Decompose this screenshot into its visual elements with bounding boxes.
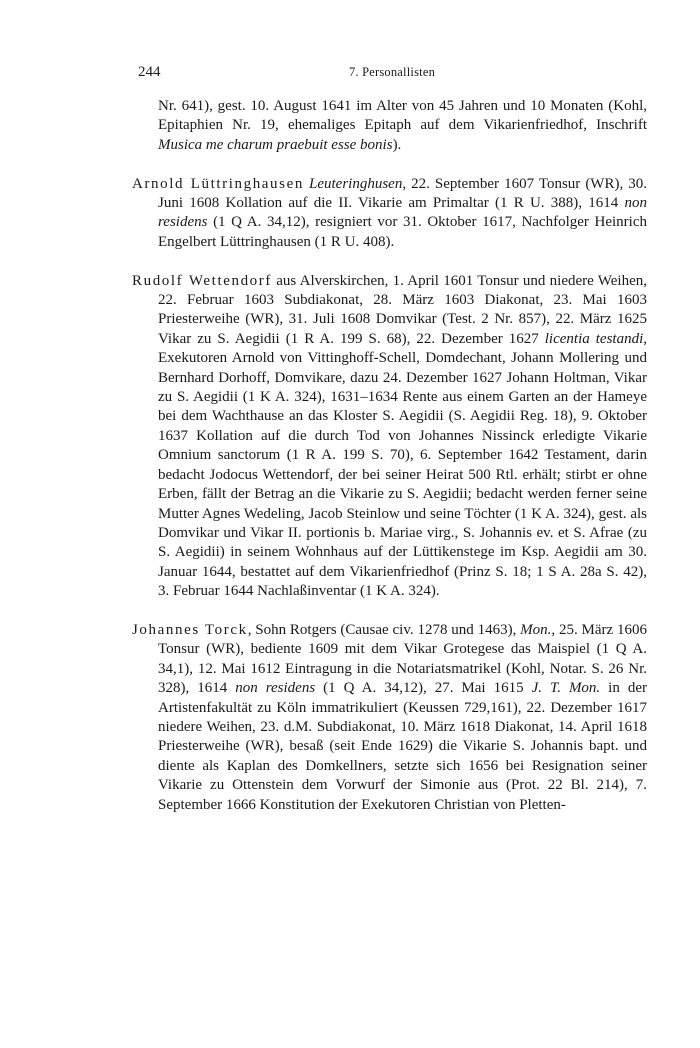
text-segment: (1 Q A. 34,12), 27. Mai 1615 — [315, 680, 532, 697]
entry-arnold-luettringhausen — [132, 175, 647, 253]
entry-continuation — [132, 97, 647, 155]
running-head — [138, 64, 646, 84]
text-segment: , 22. September 1607 Tonsur (WR), 30. Juni 1608 Kollation auf die II. Vikarie am Primaltar (1 R U. 388), 1614 — [158, 175, 648, 212]
italic-text: licentia testandi — [544, 330, 644, 347]
entry-rudolf-wettendorf — [132, 272, 647, 602]
page-number: 244 — [138, 64, 161, 80]
person-name: Johannes Torck — [132, 621, 248, 638]
text-segment: in der Artistenfakultät zu Köln immatrikuliert (Keussen 729,161), 22. Dezember 1617 niedere Weihen, 23. d.M. Subdiakonat, 10. März 1618 Diakonat, 14. April 1618 Priesterweihe (WR), besaß (seit Ende 1629) die Vikarie S. Johannis bapt. und diente als Kaplan des Domkellners, setzte sich 1656 bei Resignation seiner Vikarie zu Ottenstein dem Vorwurf der Simonie aus (Prot. 22 Bl. 214), 7. September 1666 Konstitution der Exekutoren Christian von Pletten- — [158, 680, 647, 813]
text-segment: , Sohn Rotgers (Causae civ. 1278 und 1463), — [247, 621, 521, 638]
italic-text: J. T. Mon. — [531, 680, 601, 697]
text-segment: , 25. März 1606 Tonsur (WR), bediente 1609 mit dem Vikar Grotegese das Maispiel (1 Q A. 34,1), 12. Mai 1612 Eintragung in die Notariatsmatrikel (Kohl, Notar. S. 26 Nr. 328), 1614 — [158, 621, 647, 697]
body-text — [132, 97, 647, 834]
text-segment: Nr. 641), gest. 10. August 1641 im Alter von 45 Jahren und 10 Monaten (Kohl, Epitaphien Nr. 19, ehemaliges Epitaph auf dem Vikarienfriedhof, Inschrift — [158, 98, 647, 134]
entry-johannes-torck — [132, 621, 647, 815]
text-segment: , Exekutoren Arnold von Vittinghoff-Schell, Domdechant, Johann Mollering und Bernhard Dorhoff, Domvikare, dazu 24. Dezember 1627 Johann Holtman, Vikar zu S. Aegidii (1 K A. 324), 1631–1634 Rente aus einem Garten an der Hameye bei dem Wachthause an das Kloster S. Aegidii (S. Aegidii Reg. 18), 9. Oktober 1637 Kollation auf die durch Tod von Johannes Nissinck erledigte Vikarie Omnium sanctorum (1 R A. 199 S. 70), 6. September 1642 Testament, darin bedacht Jodocus Wettendorf, der bei seiner Heirat 500 Rtl. erhält; stirbt er ohne Erben, fällt der Betrag an die Vikarie zu S. Aegidii; bedacht werden ferner seine Mutter Agnes Wedeling, Jacob Steinlow und seine Töchter (1 K A. 324), gest. als Domvikar und Vikar II. portionis b. Mariae virg., S. Johannis ev. et S. Afrae (zu S. Aegidii) in seinem Wohnhaus auf der Lüttikenstege im Ksp. Aegidii am 30. Januar 1644, bestattet auf dem Vikarienfriedhof (Prinz S. 18; 1 S A. 28a S. 42), 3. Februar 1644 Nachlaßinventar (1 K A. 324). — [158, 330, 648, 600]
italic-text: Mon. — [520, 621, 552, 638]
section-title: 7. Personallisten — [348, 65, 436, 79]
person-name: Rudolf Wettendorf — [132, 272, 272, 289]
italic-text: Musica me charum praebuit esse bonis — [158, 136, 393, 153]
italic-text: Leuteringhusen — [309, 175, 403, 192]
text-segment: ). — [392, 136, 402, 153]
person-name: Arnold Lüttringhausen — [132, 175, 304, 192]
text-segment: (1 Q A. 34,12), resigniert vor 31. Oktober 1617, Nachfolger Heinrich Engelbert Lüttringhausen (1 R U. 408). — [158, 214, 647, 250]
italic-text: non residens — [235, 680, 316, 697]
italic-text: non residens — [158, 195, 647, 231]
text-segment: aus Alverskirchen, 1. April 1601 Tonsur und niedere Weihen, 22. Februar 1603 Subdiakonat, 28. März 1603 Diakonat, 23. Mai 1603 Priesterweihe (WR), 31. Juli 1608 Domvikar (Test. 2 Nr. 857), 22. März 1625 Vikar zu S. Aegidii (1 R A. 199 S. 68), 22. Dezember 1627 — [158, 272, 647, 347]
